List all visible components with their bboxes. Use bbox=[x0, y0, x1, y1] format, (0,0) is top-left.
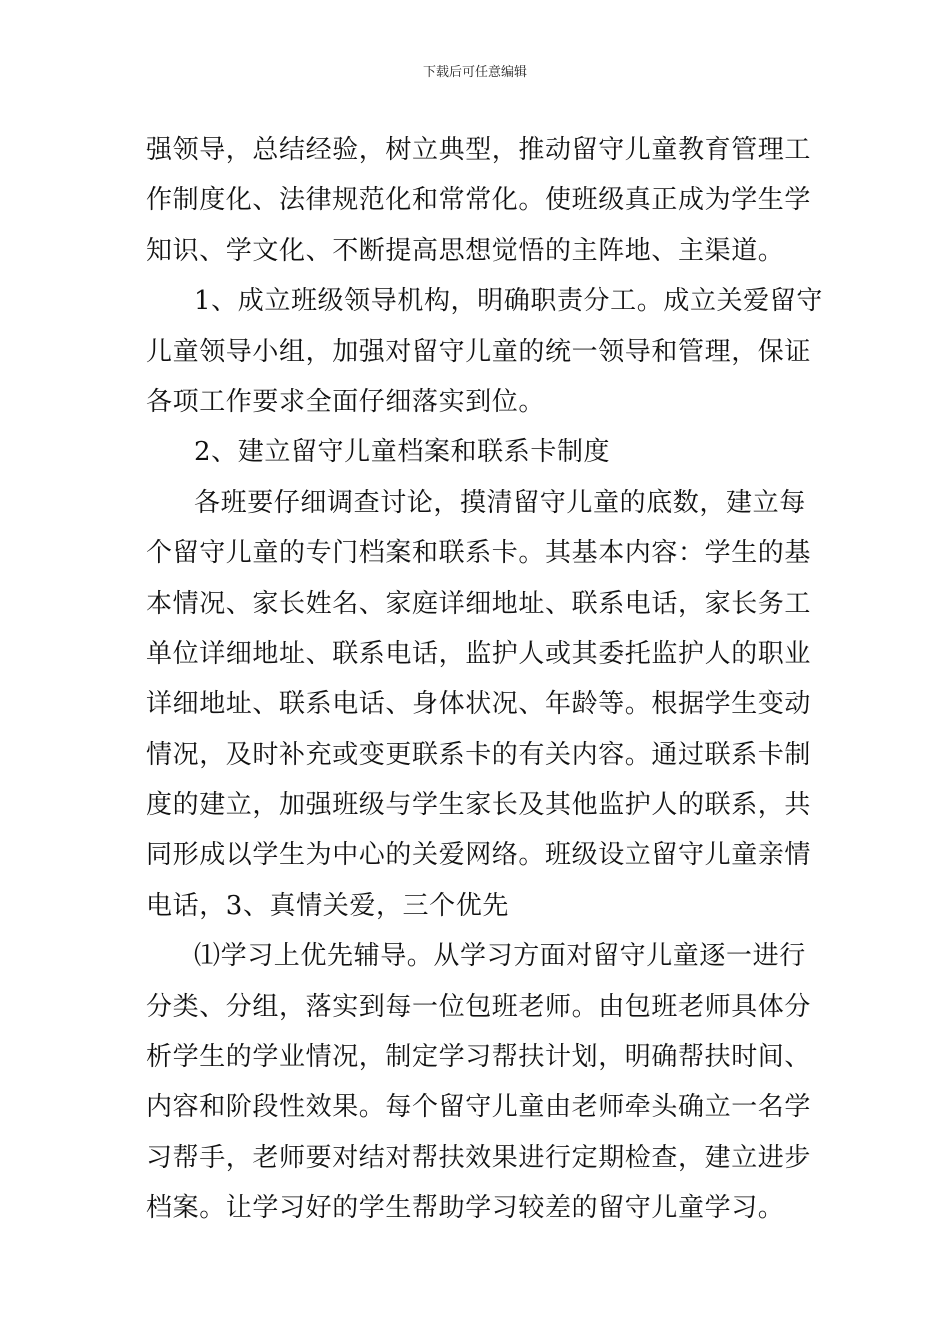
section-heading: 2、建立留守儿童档案和联系卡制度 bbox=[194, 437, 611, 468]
body-line: 单位详细地址、联系电话，监护人或其委托监护人的职业 bbox=[146, 638, 812, 669]
body-line: 个留守儿童的专门档案和联系卡。其基本内容：学生的基 bbox=[146, 538, 812, 569]
body-line: 同形成以学生为中心的关爱网络。班级设立留守儿童亲情 bbox=[146, 840, 812, 871]
body-line: 儿童领导小组，加强对留守儿童的统一领导和管理，保证 bbox=[146, 336, 812, 367]
body-line: 作制度化、法律规范化和常常化。使班级真正成为学生学 bbox=[146, 185, 812, 216]
body-line: 电话，3、真情关爱，三个优先 bbox=[146, 890, 509, 921]
body-line: 详细地址、联系电话、身体状况、年龄等。根据学生变动 bbox=[146, 689, 812, 720]
body-line: 各项工作要求全面仔细落实到位。 bbox=[146, 386, 546, 417]
body-line: 各班要仔细调查讨论，摸清留守儿童的底数，建立每 bbox=[194, 487, 806, 518]
body-line: 档案。让学习好的学生帮助学习较差的留守儿童学习。 bbox=[146, 1193, 785, 1224]
body-line: 习帮手，老师要对结对帮扶效果进行定期检查，建立进步 bbox=[146, 1142, 812, 1173]
body-line: ⑴学习上优先辅导。从学习方面对留守儿童逐一进行 bbox=[194, 941, 806, 972]
document-body bbox=[146, 125, 823, 1234]
body-line: 知识、学文化、不断提高思想觉悟的主阵地、主渠道。 bbox=[146, 235, 785, 266]
body-line: 强领导，总结经验，树立典型，推动留守儿童教育管理工 bbox=[146, 135, 812, 165]
body-line: 本情况、家长姓名、家庭详细地址、联系电话，家长务工 bbox=[146, 588, 812, 619]
body-line: 内容和阶段性效果。每个留守儿童由老师牵头确立一名学 bbox=[146, 1092, 812, 1123]
page-header: 下载后可任意编辑 bbox=[422, 65, 527, 80]
body-line: 分类、分组，落实到每一位包班老师。由包班老师具体分 bbox=[146, 991, 812, 1022]
body-line: 度的建立，加强班级与学生家长及其他监护人的联系，共 bbox=[146, 790, 812, 821]
body-line: 析学生的学业情况，制定学习帮扶计划，明确帮扶时间、 bbox=[146, 1042, 812, 1073]
body-line: 情况，及时补充或变更联系卡的有关内容。通过联系卡制 bbox=[146, 739, 812, 770]
body-line: 1、成立班级领导机构，明确职责分工。成立关爱留守 bbox=[194, 286, 823, 317]
